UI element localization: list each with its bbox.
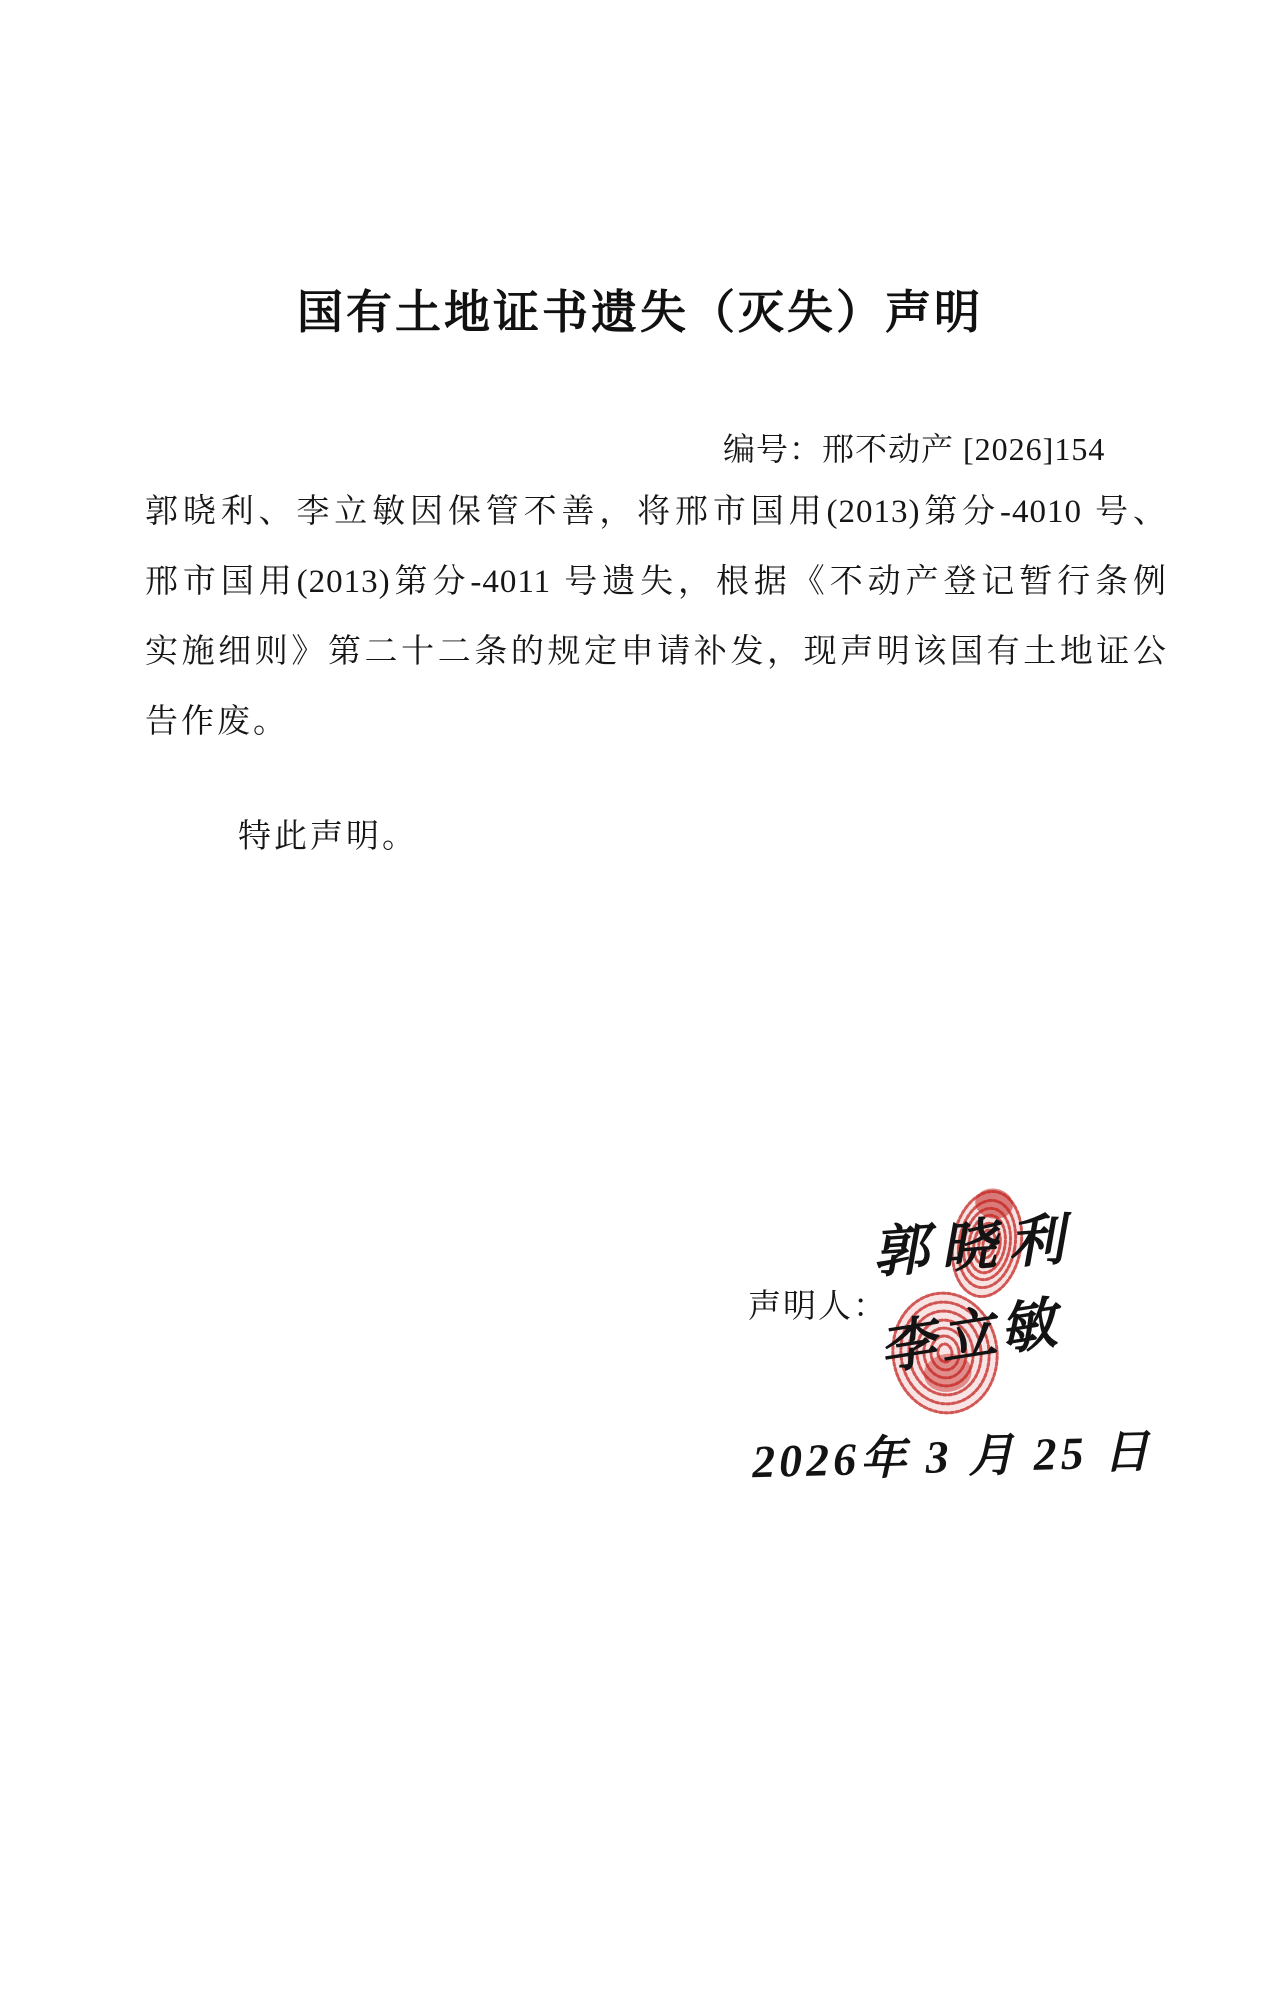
doc-number-value: 邢不动产 [2026]154 <box>822 431 1106 467</box>
body-line-1: 郭晓利、李立敏因保管不善，将邢市国用(2013)第分-4010 号、 <box>145 494 1167 530</box>
closing-statement: 特此声明。 <box>238 819 418 855</box>
body-line-2: 邢市国用(2013)第分-4011 号遗失，根据《不动产登记暂行条例 <box>145 564 1167 600</box>
body-line-4: 告作废。 <box>145 704 289 740</box>
page-title: 国有土地证书遗失（灭失）声明 <box>297 287 983 338</box>
doc-number-line <box>723 424 1105 470</box>
signature-name-1: 郭晓利 <box>870 1208 1079 1286</box>
body-line-3: 实施细则》第二十二条的规定申请补发，现声明该国有土地证公 <box>145 634 1167 670</box>
doc-number-label: 编号： <box>723 431 823 467</box>
date-line: 2026年 3 月 25 日 <box>751 1425 1154 1488</box>
declaration-body <box>145 477 1167 757</box>
declarant-label: 声明人： <box>748 1289 888 1325</box>
signature-name-2: 李立敏 <box>875 1292 1066 1382</box>
